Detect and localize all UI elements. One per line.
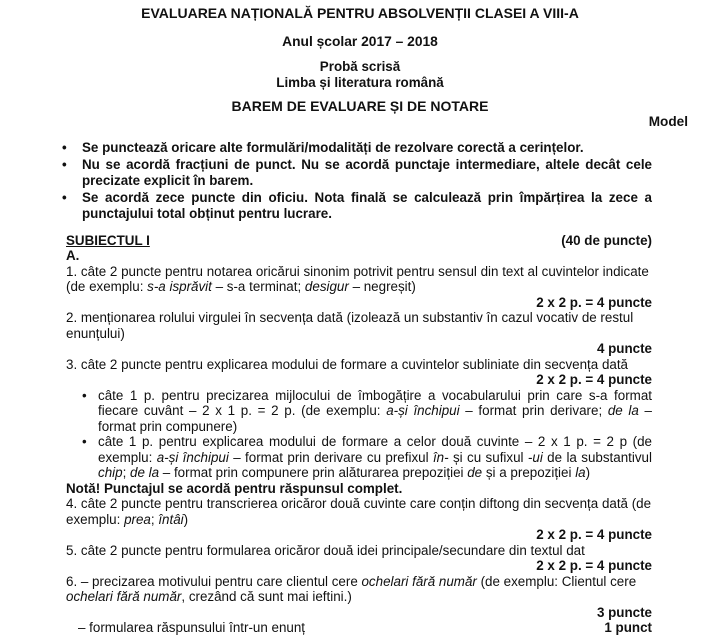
item-3-points: 2 x 2 p. = 4 puncte (536, 372, 652, 387)
item-5-points: 2 x 2 p. = 4 puncte (536, 558, 652, 573)
rules-list (62, 140, 652, 223)
section-points: (40 de puncte) (561, 233, 652, 248)
item-6-part-2: – formularea răspunsului într-un enunț 1 punct (78, 620, 652, 635)
item-6: 6. – precizarea motivului pentru care clientul cere ochelari fără număr (de exemplu: Clientul cere ochelari fără număr, crezând că sunt mai ieftini.) (66, 573, 637, 604)
item-2-points: 4 puncte (596, 341, 652, 356)
section-title: SUBIECTUL I (66, 233, 150, 248)
rule-item: • Se acordă zece puncte din oficiu. Nota finală se calculează prin împărțirea la zece a punctajului total obținut pentru lucrare. (62, 190, 652, 223)
item-5: 5. câte 2 puncte pentru formularea oricăror două idei principale/secundare din textul dat (66, 542, 585, 558)
item-6-part-2-points: 1 punct (604, 620, 652, 635)
item-1: 1. câte 2 puncte pentru notarea oricărui sinonim potrivit pentru sensul din text al cuvintelor indicate (de exemplu: s-a isprăvit – s-a terminat; desigur – negreșit) (66, 263, 649, 294)
item-3-sub-2: • câte 1 p. pentru explicarea modului de formare a celor două cuvinte – 2 x 1 p. = 2 p (de exemplu: a-și închipui – format prin derivare cu prefixul în- și cu sufixul -ui de la substantivul chip; de la – format prin compunere prin alăturarea prepoziției de și a prepoziției la) (82, 434, 652, 481)
exam-type: Probă scrisă (319, 59, 401, 74)
note: Notă! Punctajul se acordă pentru răspunsul complet. (66, 480, 403, 496)
doc-title: EVALUAREA NAȚIONALĂ PENTRU ABSOLVENȚII CLASEI A VIII-A (141, 5, 579, 21)
section-body (66, 248, 652, 636)
rule-item: • Se punctează oricare alte formulări/modalități de rezolvare corectă a cerințelor. (62, 140, 652, 157)
item-4: 4. câte 2 puncte pentru transcrierea oricăror două cuvinte care conțin diftong din secvența dată (de exemplu: prea; întâi) (66, 496, 652, 527)
item-4-points: 2 x 2 p. = 4 puncte (536, 527, 652, 542)
barem-title: BAREM DE EVALUARE ȘI DE NOTARE (231, 98, 489, 114)
item-2: 2. menționarea rolului virgulei în secvența dată (izolează un substantiv în cazul vocativ de restul enunțului) (66, 310, 634, 341)
part-label: A. (66, 248, 80, 263)
item-1-points: 2 x 2 p. = 4 puncte (536, 294, 652, 310)
rule-item: • Nu se acordă fracțiuni de punct. Nu se acordă punctaje intermediare, altele decât cele precizate explicit în barem. (62, 157, 652, 190)
item-3: 3. câte 2 puncte pentru explicarea modului de formare a cuvintelor subliniate din secvența dată (66, 356, 629, 372)
exam-subject: Limba și literatura română (276, 75, 444, 90)
school-year: Anul școlar 2017 – 2018 (282, 34, 438, 49)
item-6-points: 3 puncte (596, 604, 652, 620)
item-3-sub-1: • câte 1 p. pentru precizarea mijlocului de îmbogățire a vocabularului prin care s-a format fiecare cuvânt – 2 x 1 p. = 2 p. (de exemplu: a-și închipui – format prin derivare; de la – format prin compunere) (82, 388, 652, 435)
section-header (66, 233, 652, 248)
model-label: Model (648, 114, 688, 129)
